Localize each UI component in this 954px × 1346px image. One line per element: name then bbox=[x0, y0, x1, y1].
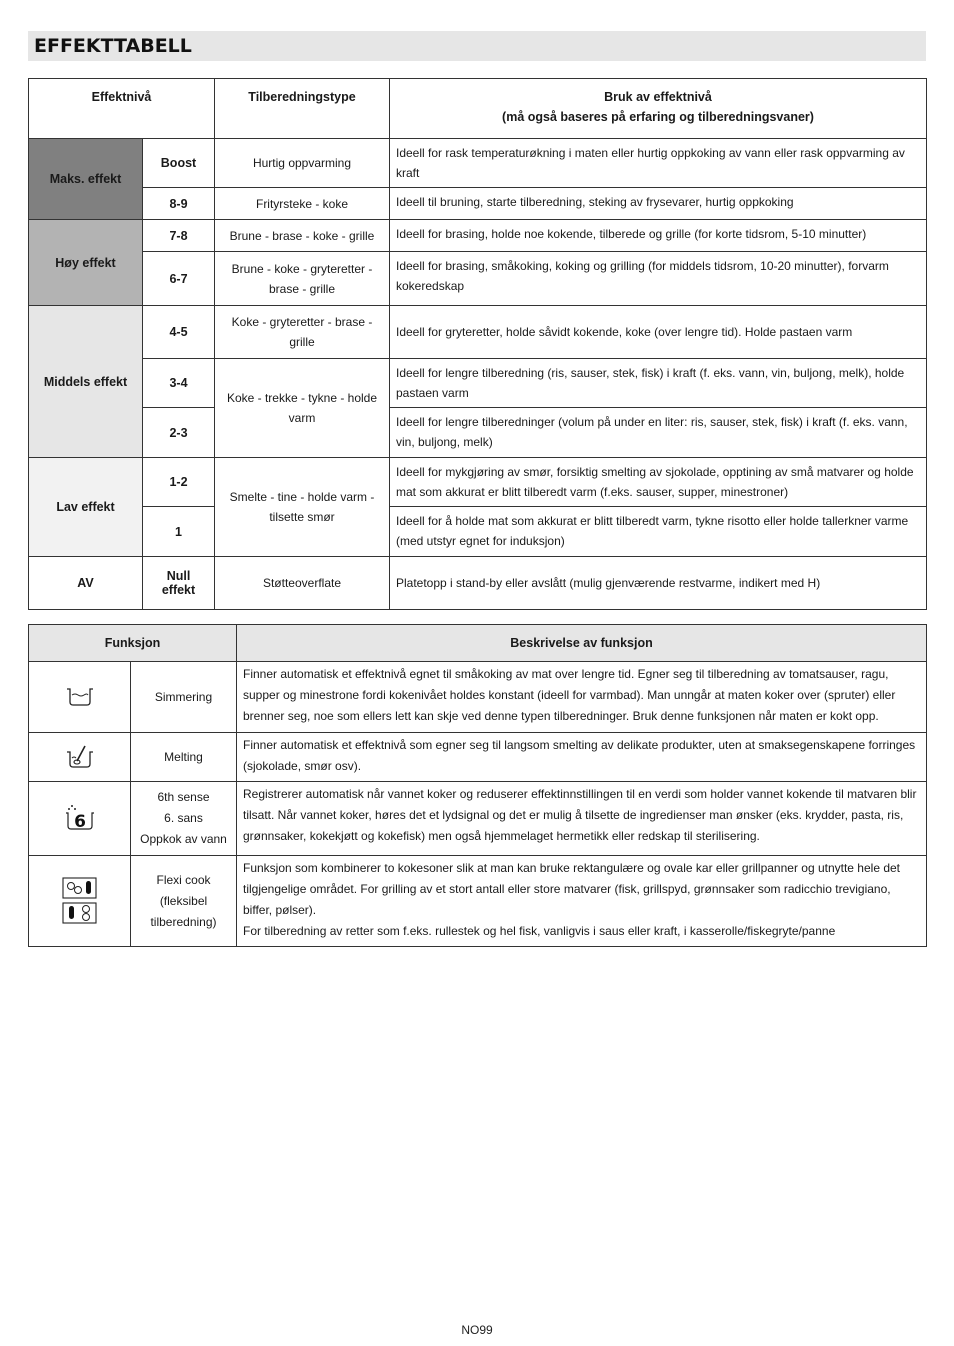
sixth-sense-boil-icon bbox=[29, 782, 131, 856]
group-medium-power: Middels effekt bbox=[29, 306, 143, 458]
cooking-type: Frityrsteke - koke bbox=[215, 188, 390, 220]
table-row bbox=[29, 458, 927, 507]
function-name-line: 6. sans bbox=[164, 811, 203, 825]
function-name-line: 6th sense bbox=[157, 790, 210, 804]
function-table bbox=[28, 624, 927, 947]
cooking-type: Brune - brase - koke - grille bbox=[215, 220, 390, 252]
table-row bbox=[29, 139, 927, 188]
header-usage-subtitle: (må også baseres på erfaring og tilberedningsvaner) bbox=[502, 110, 814, 124]
setting-value: 4-5 bbox=[143, 306, 215, 359]
melting-pot-icon bbox=[29, 733, 131, 782]
group-low-power: Lav effekt bbox=[29, 458, 143, 557]
setting-null-line1: Null bbox=[166, 569, 191, 583]
usage-text: Ideell for lengre tilberedning (ris, sauser, stek, fisk) i kraft (f. eks. vann, vin, buljong, melk), holde pastaen varm bbox=[390, 359, 927, 408]
group-off: AV bbox=[29, 557, 143, 610]
usage-text: Ideell for mykgjøring av smør, forsiktig smelting av sjokolade, opptining av små matvarer og holde mat som akkurat er blitt tilberedt varm (f.eks. sauser, supper, minestroner) bbox=[390, 458, 927, 507]
usage-text: Ideell for brasing, småkoking, koking og grilling (for middels tidsrom, 10-20 minutter), forvarm kokeredskap bbox=[390, 252, 927, 306]
header-function: Funksjon bbox=[29, 625, 237, 662]
table-row bbox=[29, 252, 927, 306]
cooking-type: Støtteoverflate bbox=[215, 557, 390, 610]
usage-text: Ideell for brasing, holde noe kokende, tilberede og grille (for korte tidsrom, 5-10 minutter) bbox=[390, 220, 927, 252]
setting-value: Boost bbox=[143, 139, 215, 188]
setting-value: 7-8 bbox=[143, 220, 215, 252]
cooking-type: Koke - gryteretter - brase - grille bbox=[215, 306, 390, 359]
table-row bbox=[29, 220, 927, 252]
function-name: Melting bbox=[131, 733, 237, 782]
setting-value: 6-7 bbox=[143, 252, 215, 306]
function-description-para: Funksjon som kombinerer to kokesoner slik at man kan bruke rektangulære og ovale kar eller grillpanner og utnytte hele det tilgjengelige området. For grilling av et stort antall eller store matvarer (fisk, grillspyd, grønnsaker som radicchio trevigiano, biffer, pølser). bbox=[243, 861, 901, 917]
header-cooking-type: Tilberedningstype bbox=[215, 79, 390, 139]
cooking-type: Hurtig oppvarming bbox=[215, 139, 390, 188]
function-name: Simmering bbox=[131, 662, 237, 733]
function-name bbox=[131, 782, 237, 856]
header-description: Beskrivelse av funksjon bbox=[237, 625, 927, 662]
cooking-type: Brune - koke - gryteretter - brase - grille bbox=[215, 252, 390, 306]
svg-text:6: 6 bbox=[73, 812, 86, 831]
table-row bbox=[29, 507, 927, 557]
table-row bbox=[29, 408, 927, 458]
table-row bbox=[29, 782, 927, 856]
setting-value: 2-3 bbox=[143, 408, 215, 458]
setting-value: 8-9 bbox=[143, 188, 215, 220]
usage-text: Ideell for rask temperaturøkning i maten eller hurtig oppkoking av vann eller rask oppvarming av kraft bbox=[390, 139, 927, 188]
table-row bbox=[29, 733, 927, 782]
function-description-para: For tilberedning av retter som f.eks. rullestek og hel fisk, vanligvis i saus eller kraft, i kasserolle/fiskegryte/panne bbox=[243, 924, 836, 938]
cooking-type: Smelte - tine - holde varm - tilsette smør bbox=[215, 458, 390, 557]
table-header-row bbox=[29, 625, 927, 662]
group-max-power: Maks. effekt bbox=[29, 139, 143, 220]
header-usage-title: Bruk av effektnivå bbox=[604, 90, 712, 104]
setting-null-line2: effekt bbox=[161, 583, 196, 597]
header-power-level: Effektnivå bbox=[29, 79, 215, 139]
table-row bbox=[29, 359, 927, 408]
table-header-row bbox=[29, 79, 927, 139]
function-description: Finner automatisk et effektnivå som egner seg til langsom smelting av delikate produkter, uten at smaksegenskapene forringes (sjokolade, smør osv). bbox=[237, 733, 927, 782]
function-name bbox=[131, 856, 237, 947]
power-level-table bbox=[28, 78, 927, 610]
usage-text: Ideell for å holde mat som akkurat er blitt tilberedt varm, tykne risotto eller holde tallerkner varme (med utstyr egnet for induksjon) bbox=[390, 507, 927, 557]
function-name-line: tilberedning) bbox=[150, 914, 217, 929]
group-high-power: Høy effekt bbox=[29, 220, 143, 306]
setting-value: 3-4 bbox=[143, 359, 215, 408]
setting-value: 1 bbox=[143, 507, 215, 557]
header-usage bbox=[390, 79, 927, 139]
usage-text: Ideell for gryteretter, holde såvidt kokende, koke (over lengre tid). Holde pastaen varm bbox=[390, 306, 927, 359]
table-row bbox=[29, 188, 927, 220]
table-row bbox=[29, 662, 927, 733]
function-name-line: Flexi cook bbox=[156, 872, 211, 887]
function-description: Registrerer automatisk når vannet koker og reduserer effektinnstillingen til en verdi som holder vannet kokende til matvaren blir tilsatt. Når vannet koker, høres det et lydsignal og det er mulig å tilsette de ingredienser man ønsker (eks. krydder, pasta, ris, grønnsaker, kokekjøtt og kokefisk) men også hjemmelaget hermetikk eller redskap til sterilisering. bbox=[237, 782, 927, 856]
flexi-cook-icon bbox=[29, 856, 131, 947]
table-row bbox=[29, 306, 927, 359]
setting-value bbox=[143, 557, 215, 610]
function-description: Finner automatisk et effektnivå egnet til småkoking av mat over lengre tid. Egner seg til tilberedning av tomatsauser, ragu, supper og minestrone fordi kokenivået holdes konstant (ideell for varmbad). Man unngår at maten koker over (spruter) eller brenner seg, noe som ellers lett kan skje ved denne typen tilberedninger. Bruk denne funksjonen når maten er kokt opp. bbox=[237, 662, 927, 733]
usage-text: Platetopp i stand-by eller avslått (mulig gjenværende restvarme, indikert med H) bbox=[390, 557, 927, 610]
table-row bbox=[29, 557, 927, 610]
function-name-line: Oppkok av vann bbox=[140, 832, 227, 846]
setting-value: 1-2 bbox=[143, 458, 215, 507]
function-name-line: (fleksibel bbox=[159, 893, 208, 908]
usage-text: Ideell til bruning, starte tilberedning, steking av frysevarer, hurtig oppkoking bbox=[390, 188, 927, 220]
table-row bbox=[29, 856, 927, 947]
page-title: EFFEKTTABELL bbox=[28, 31, 926, 61]
cooking-type: Koke - trekke - tykne - holde varm bbox=[215, 359, 390, 458]
function-description bbox=[237, 856, 927, 947]
page-footer: NO99 bbox=[461, 1323, 493, 1337]
simmer-pot-icon bbox=[29, 662, 131, 733]
usage-text: Ideell for lengre tilberedninger (volum på under en liter: ris, sauser, stek, fisk) i kraft (f. eks. vann, vin, buljong, melk) bbox=[390, 408, 927, 458]
